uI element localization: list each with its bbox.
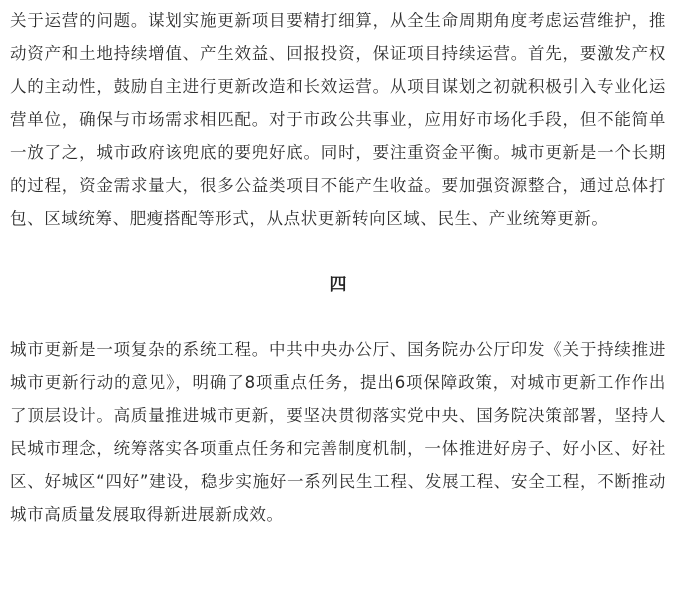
section-heading-four: 四 <box>329 275 347 295</box>
paragraph-urban-renewal: 城市更新是一项复杂的系统工程。中共中央办公厅、国务院办公厅印发《关于持续推进城市更新行动的意见》，明确了8项重点任务，提出6项保障政策，对城市更新工作作出了顶层设计。高质量推进城市更新，要坚决贯彻落实党中央、国务院决策部署，坚持人民城市理念，统筹落实各项重点任务和完善制度机制，一体推进好房子、好小区、好社区、好城区“四好”建设，稳步实施好一系列民生工程、发展工程、安全工程，不断推动城市高质量发展取得新进展新成效。 <box>10 340 666 524</box>
paragraph-operations: 关于运营的问题。谋划实施更新项目要精打细算，从全生命周期角度考虑运营维护，推动资产和土地持续增值、产生效益、回报投资，保证项目持续运营。首先，要激发产权人的主动性，鼓励自主进行更新改造和长效运营。从项目谋划之初就积极引入专业化运营单位，确保与市场需求相匹配。对于市政公共事业，应用好市场化手段，但不能简单一放了之，城市政府该兜底的要兜好底。同时，要注重资金平衡。城市更新是一个长期的过程，资金需求量大，很多公益类项目不能产生收益。要加强资源整合，通过总体打包、区域统筹、肥瘦搭配等形式，从点状更新转向区域、民生、产业统筹更新。 <box>10 11 666 228</box>
article-body <box>10 0 666 531</box>
